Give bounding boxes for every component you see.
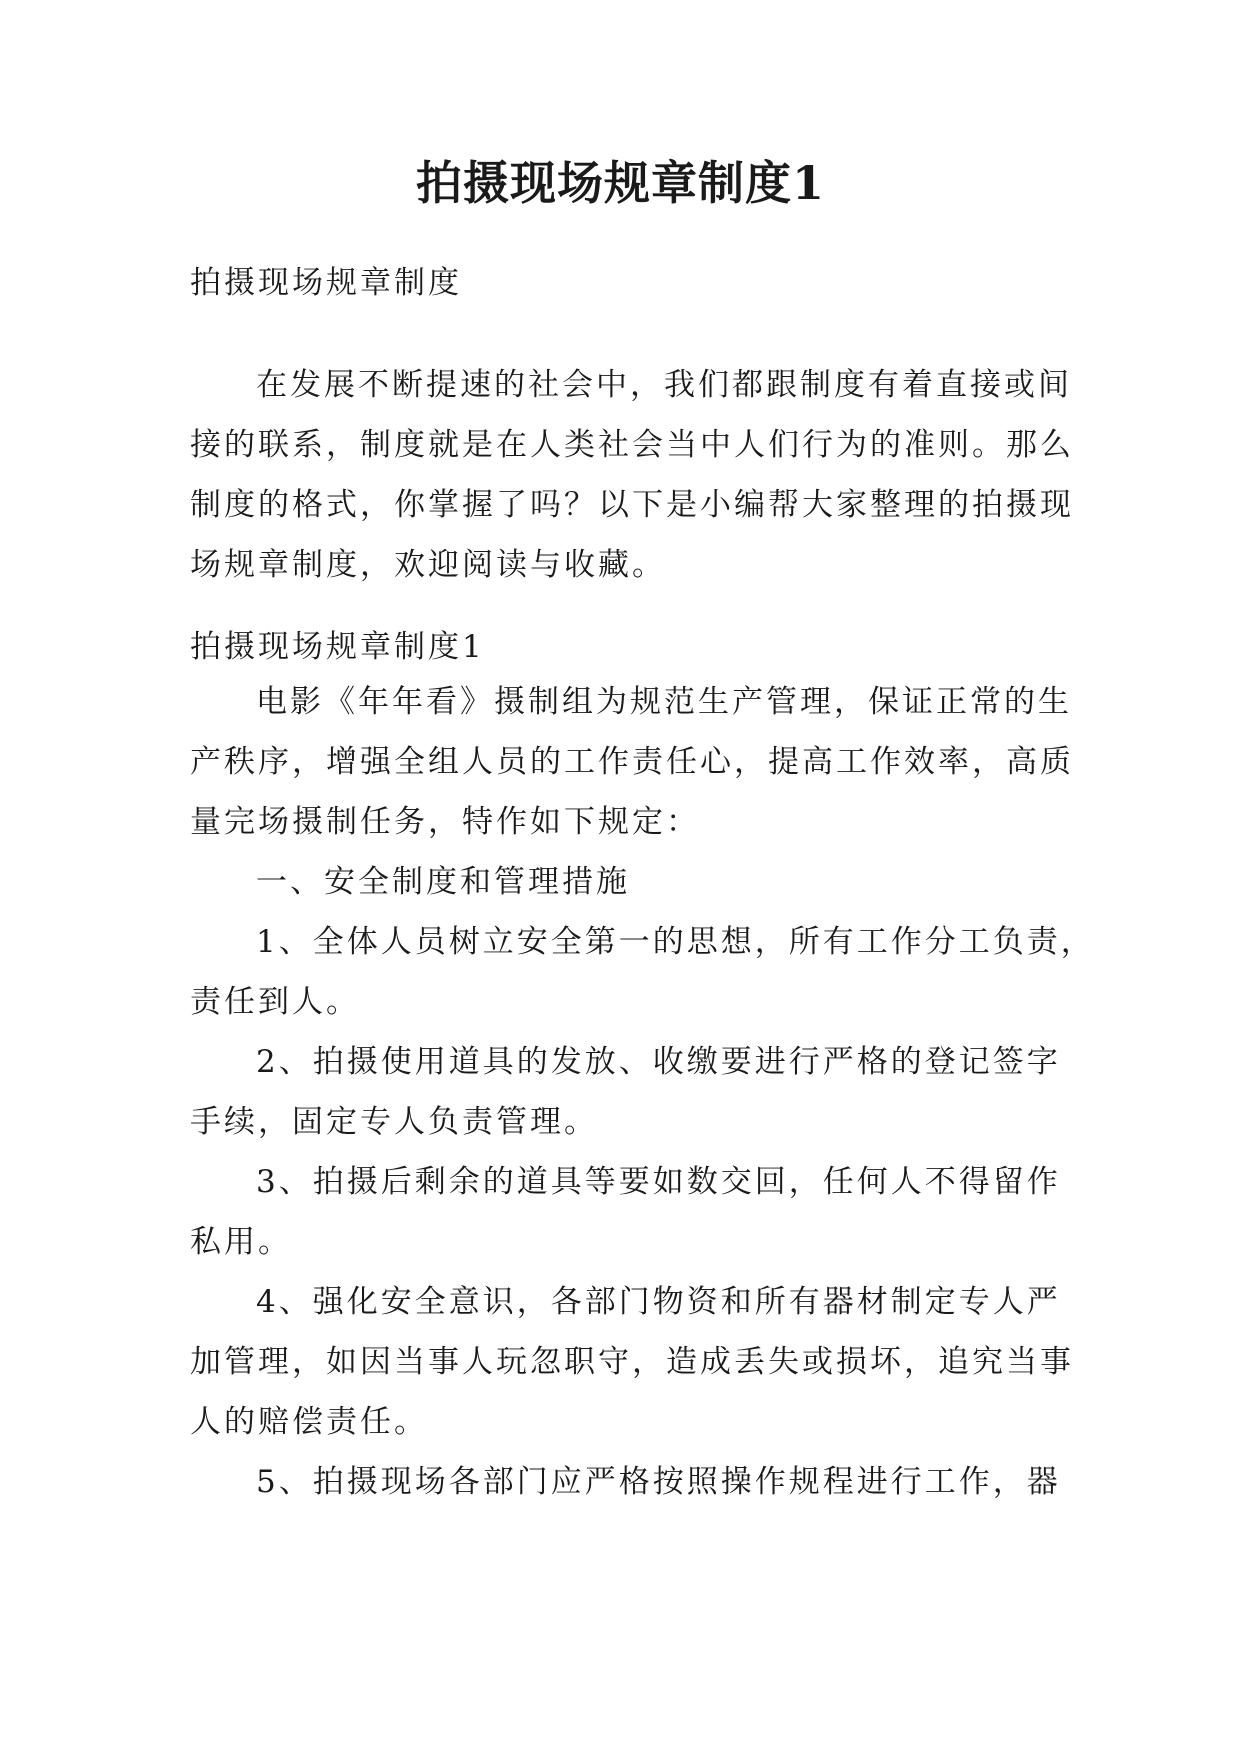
- body-line: 责任到人。: [190, 984, 360, 1020]
- body-line: 电影《年年看》摄制组为规范生产管理，保证正常的生: [256, 684, 1072, 720]
- body-line: 人的赔偿责任。: [190, 1404, 428, 1440]
- body-line: 2、拍摄使用道具的发放、收缴要进行严格的登记签字: [256, 1044, 1061, 1080]
- body-line: 量完场摄制任务，特作如下规定：: [190, 804, 700, 840]
- section-body: [190, 672, 1095, 1512]
- section-title-block: [190, 617, 1070, 677]
- intro-line: 接的联系，制度就是在人类社会当中人们行为的准则。那么: [190, 427, 1074, 463]
- body-line: 3、拍摄后剩余的道具等要如数交回，任何人不得留作: [256, 1164, 1061, 1200]
- body-line: 手续，固定专人负责管理。: [190, 1104, 598, 1140]
- body-line: 5、拍摄现场各部门应严格按照操作规程进行工作，器: [256, 1464, 1061, 1500]
- body-line: 4、强化安全意识，各部门物资和所有器材制定专人严: [256, 1284, 1061, 1320]
- intro-line: 在发展不断提速的社会中，我们都跟制度有着直接或间: [256, 367, 1072, 403]
- subtitle-block: [190, 253, 1070, 313]
- document-title: 拍摄现场规章制度1: [415, 156, 825, 210]
- body-line: 加管理，如因当事人玩忽职守，造成丢失或损坏，追究当事: [190, 1344, 1074, 1380]
- intro-line: 制度的格式，你掌握了吗？以下是小编帮大家整理的拍摄现: [190, 487, 1074, 523]
- intro-paragraph: [190, 355, 1074, 595]
- body-line: 1、全体人员树立安全第一的思想，所有工作分工负责，: [256, 924, 1095, 960]
- body-line: 私用。: [190, 1224, 292, 1260]
- body-line: 产秩序，增强全组人员的工作责任心，提高工作效率，高质: [190, 744, 1074, 780]
- subtitle: 拍摄现场规章制度: [190, 265, 462, 301]
- body-line: 一、安全制度和管理措施: [256, 864, 630, 900]
- section-title: 拍摄现场规章制度1: [190, 629, 485, 665]
- intro-line: 场规章制度，欢迎阅读与收藏。: [190, 547, 666, 583]
